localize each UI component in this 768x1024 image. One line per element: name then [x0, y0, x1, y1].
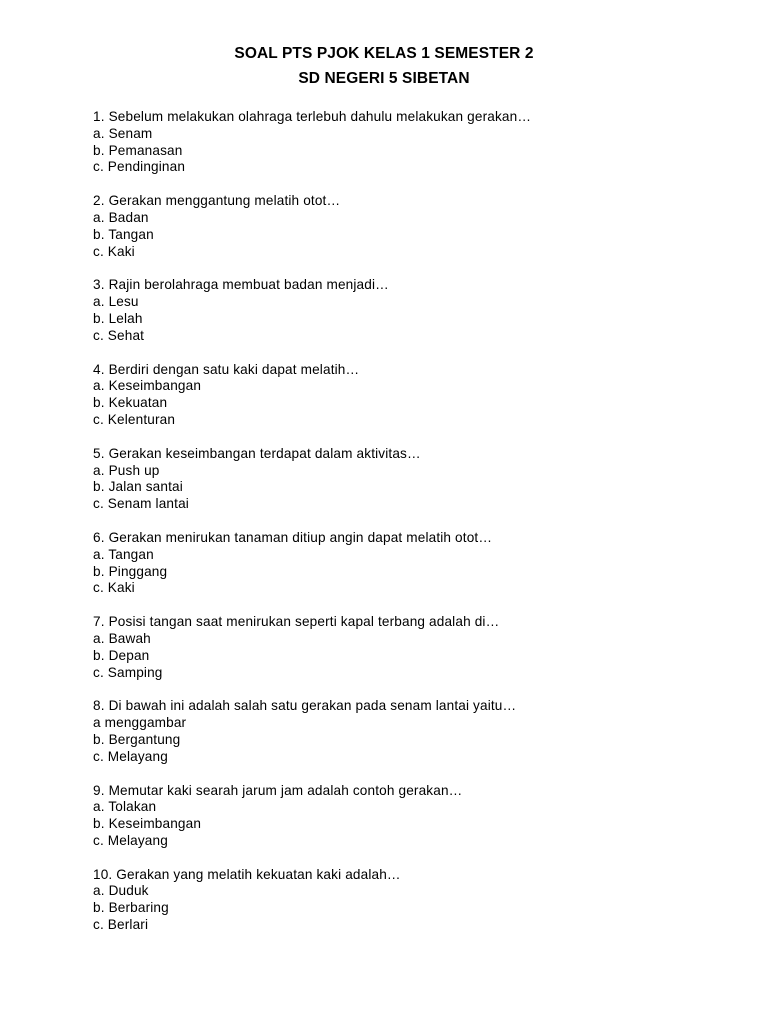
answer-option: c. Melayang	[93, 832, 168, 848]
answer-option: b. Jalan santai	[93, 479, 183, 495]
question-text: 8. Di bawah ini adalah salah satu gerakan pada senam lantai yaitu…	[93, 698, 517, 714]
answer-option: a. Tangan	[93, 546, 154, 562]
answer-option: c. Samping	[93, 664, 163, 680]
answer-option: b. Keseimbangan	[93, 816, 202, 832]
question-item	[93, 362, 733, 429]
answer-option: c. Sehat	[93, 327, 145, 343]
question-item	[93, 698, 733, 765]
answer-option: c. Pendinginan	[93, 159, 186, 175]
answer-option: a menggambar	[93, 715, 187, 731]
question-text: 4. Berdiri dengan satu kaki dapat melatih…	[93, 361, 360, 377]
question-item	[93, 277, 733, 344]
question-text: 10. Gerakan yang melatih kekuatan kaki adalah…	[93, 866, 401, 882]
answer-option: b. Pemanasan	[93, 142, 183, 158]
question-text: 6. Gerakan menirukan tanaman ditiup angin dapat melatih otot…	[93, 529, 493, 545]
answer-option: b. Berbaring	[93, 900, 169, 916]
answer-option: c. Kaki	[93, 243, 135, 259]
question-item	[93, 783, 733, 850]
answer-option: a. Keseimbangan	[93, 378, 202, 394]
answer-option: b. Bergantung	[93, 731, 181, 747]
answer-option: a. Lesu	[93, 294, 139, 310]
answer-option: c. Berlari	[93, 917, 149, 933]
question-text: 3. Rajin berolahraga membuat badan menjadi…	[93, 277, 389, 293]
question-text: 7. Posisi tangan saat menirukan seperti kapal terbang adalah di…	[93, 614, 500, 630]
answer-option: c. Melayang	[93, 748, 168, 764]
question-text: 1. Sebelum melakukan olahraga terlebuh dahulu melakukan gerakan…	[93, 109, 532, 124]
document-title: SOAL PTS PJOK KELAS 1 SEMESTER 2	[234, 45, 534, 62]
answer-option: a. Push up	[93, 462, 160, 478]
answer-option: a. Senam	[93, 125, 153, 141]
answer-option: c. Kaki	[93, 580, 135, 596]
question-text: 9. Memutar kaki searah jarum jam adalah contoh gerakan…	[93, 782, 463, 798]
answer-option: a. Duduk	[93, 883, 149, 899]
question-item	[93, 530, 733, 597]
school-name: SD NEGERI 5 SIBETAN	[298, 70, 470, 87]
answer-option: b. Tangan	[93, 226, 154, 242]
answer-option: b. Kekuatan	[93, 395, 168, 411]
question-item	[93, 193, 733, 260]
question-item	[93, 446, 733, 513]
answer-option: b. Pinggang	[93, 563, 168, 579]
answer-option: c. Senam lantai	[93, 496, 189, 512]
answer-option: a. Tolakan	[93, 799, 157, 815]
question-item	[93, 109, 733, 176]
question-text: 2. Gerakan menggantung melatih otot…	[93, 193, 341, 209]
question-item	[93, 614, 733, 681]
question-text: 5. Gerakan keseimbangan terdapat dalam aktivitas…	[93, 445, 421, 461]
question-list	[93, 109, 733, 951]
question-item	[93, 867, 733, 934]
answer-option: b. Depan	[93, 647, 150, 663]
answer-option: a. Bawah	[93, 630, 151, 646]
answer-option: b. Lelah	[93, 310, 143, 326]
answer-option: a. Badan	[93, 209, 149, 225]
answer-option: c. Kelenturan	[93, 411, 176, 427]
